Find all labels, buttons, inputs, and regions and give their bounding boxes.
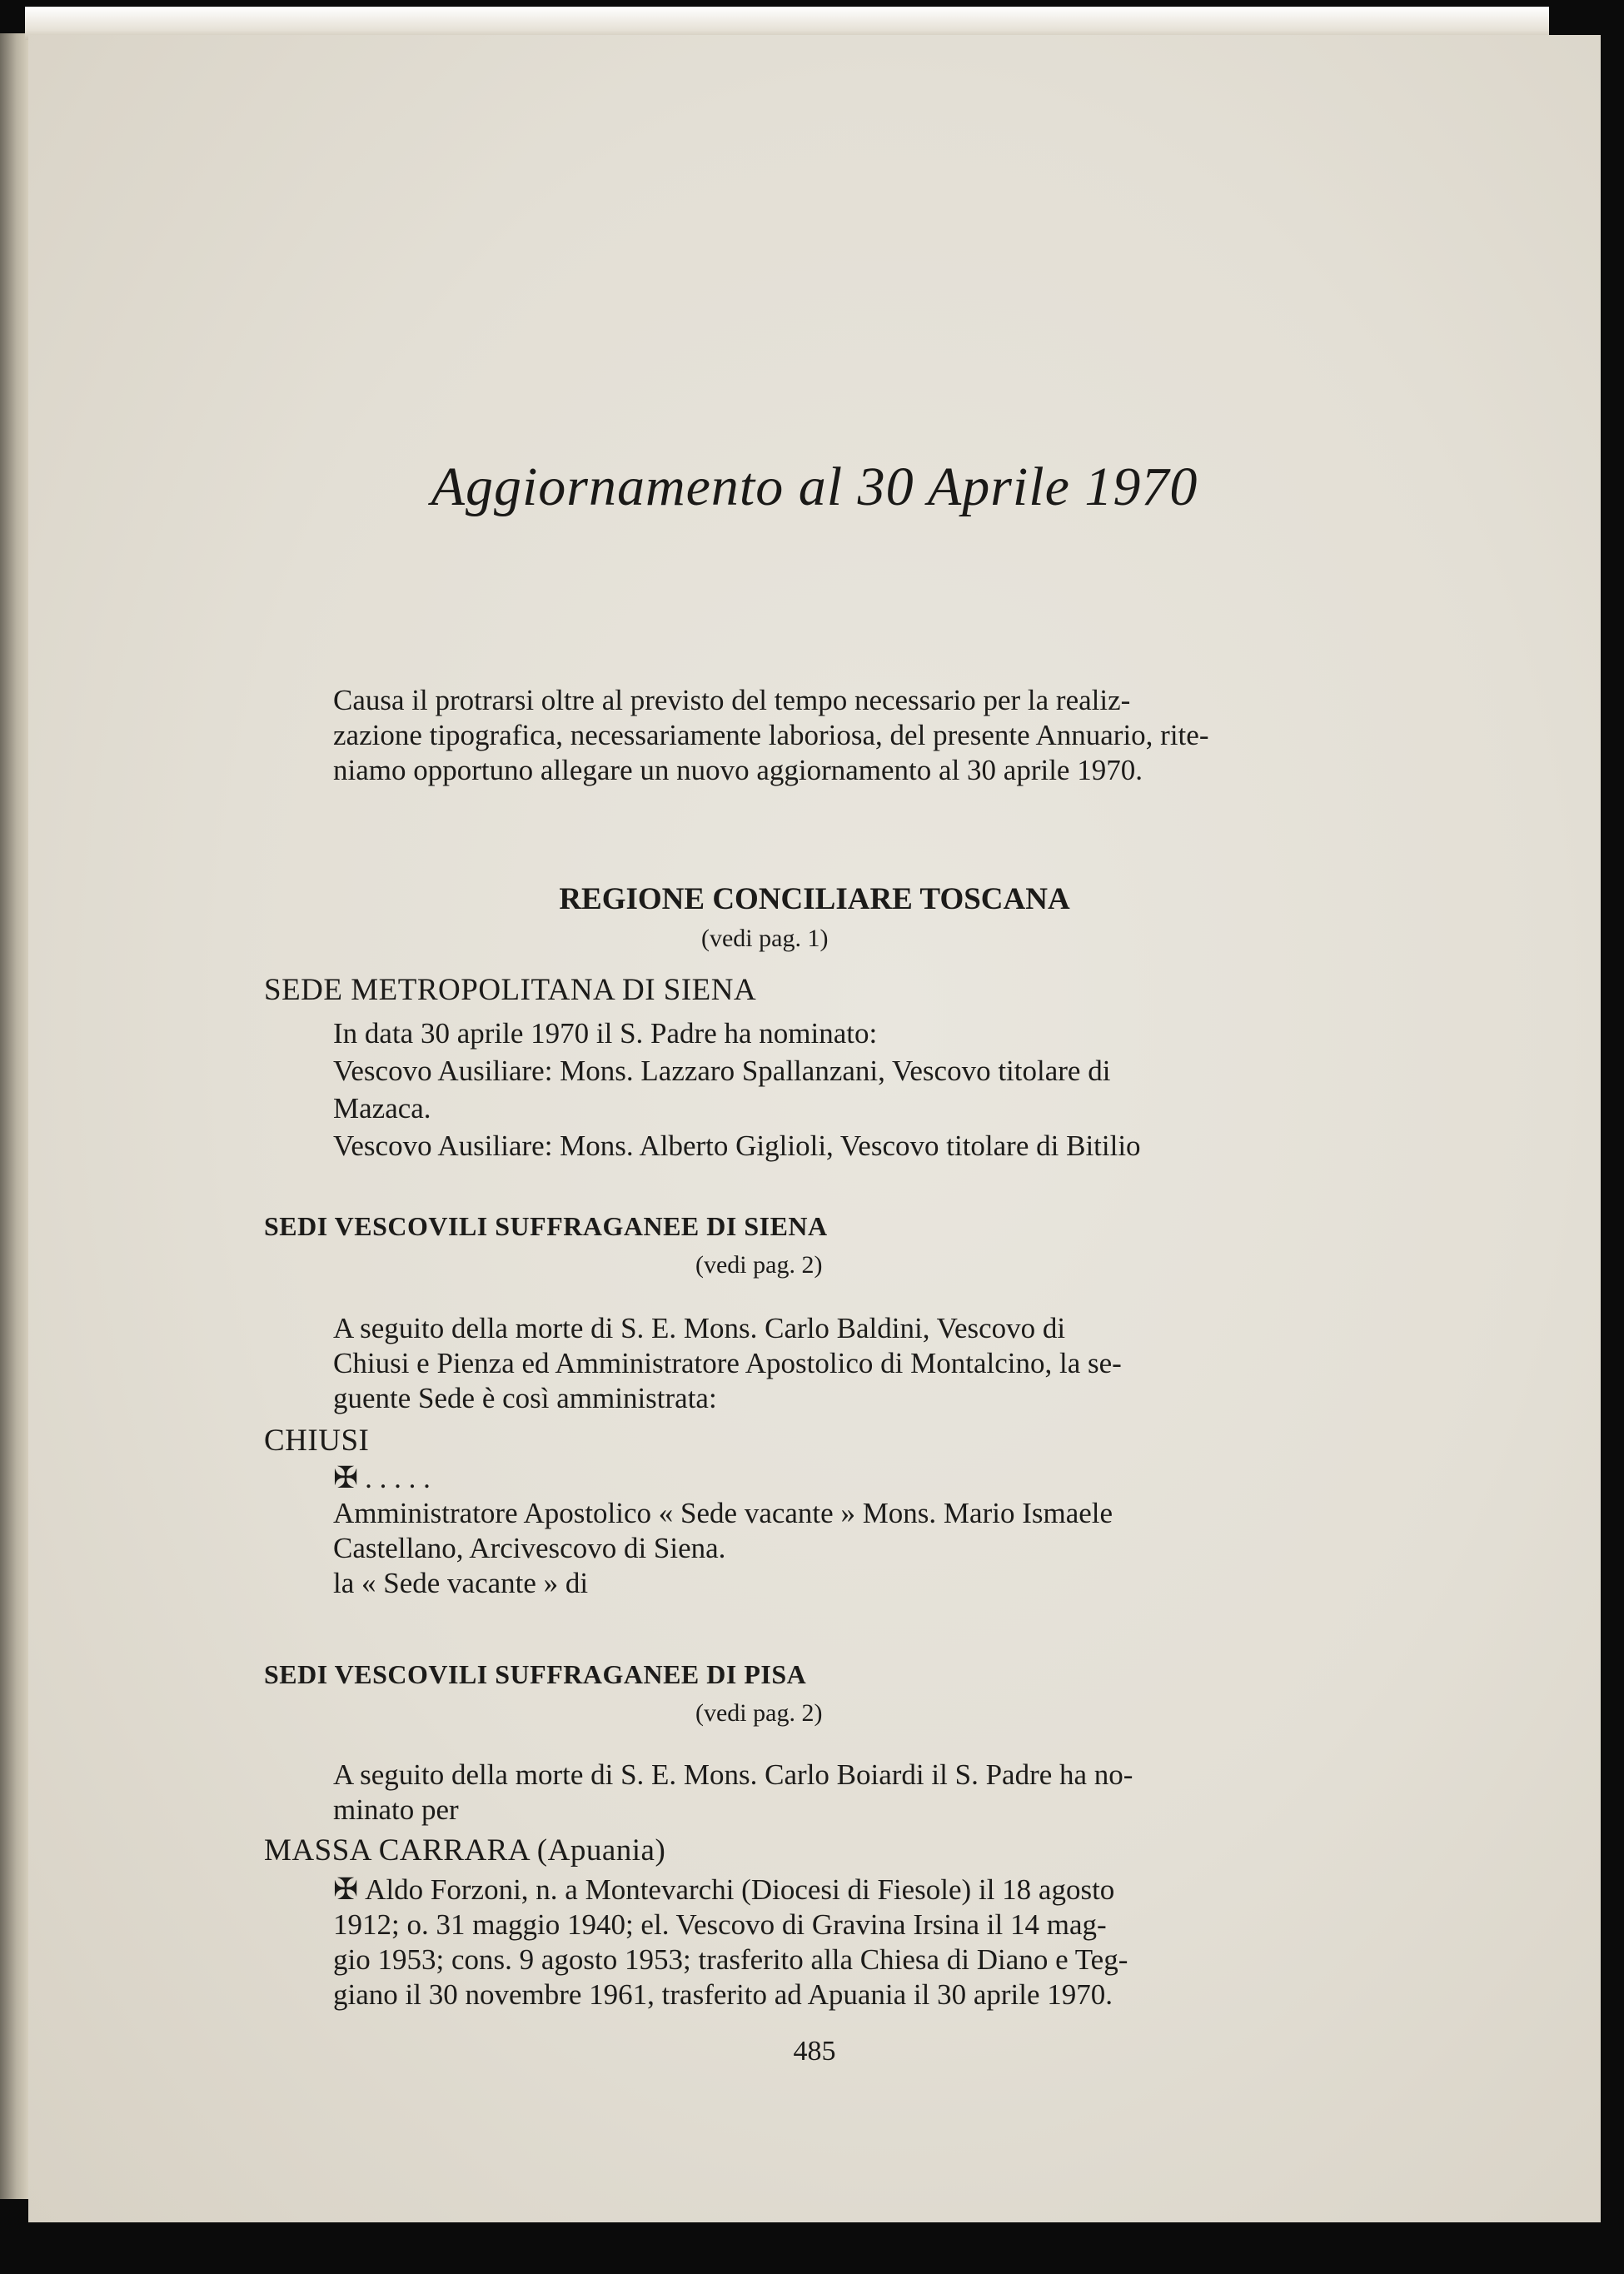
see-name-chiusi: CHIUSI: [264, 1424, 370, 1458]
siena-line: In data 30 aprile 1970 il S. Padre ha nominato:: [333, 1017, 878, 1050]
chiusi-line: Amministratore Apostolico « Sede vacante » Mons. Mario Ismaele: [333, 1497, 1113, 1529]
suffragan-pisa-line: minato per: [333, 1793, 459, 1826]
page-number: 485: [793, 2036, 836, 2067]
siena-paragraph: [333, 1015, 1338, 1164]
siena-line: Mazaca.: [333, 1092, 431, 1125]
suffragan-siena-line: guente Sede è così amministrata:: [333, 1382, 717, 1414]
intro-line: niamo opportuno allegare un nuovo aggiornamento al 30 aprile 1970.: [333, 754, 1143, 786]
chiusi-line: la « Sede vacante » di: [333, 1567, 589, 1599]
massa-line: [333, 1873, 1338, 1907]
massa-line: giano il 30 novembre 1961, trasferito ad Apuania il 30 aprile 1970.: [333, 1978, 1113, 2011]
section-heading-suffragan-siena: SEDI VESCOVILI SUFFRAGANEE DI SIENA: [264, 1211, 828, 1241]
intro-line: zazione tipografica, necessariamente laboriosa, del presente Annuario, rite-: [333, 719, 1209, 751]
intro-paragraph: [333, 683, 1338, 788]
book-page: [28, 35, 1601, 2222]
see-name-massa-carrara: MASSA CARRARA (Apuania): [264, 1833, 666, 1868]
chiusi-paragraph: [333, 1461, 1338, 1601]
suffragan-pisa-paragraph: [333, 1758, 1338, 1828]
massa-paragraph: [333, 1873, 1338, 2012]
massa-line: 1912; o. 31 maggio 1940; el. Vescovo di Gravina Irsina il 14 mag-: [333, 1908, 1107, 1941]
vacant-dots: . . . . .: [365, 1462, 431, 1494]
massa-line: gio 1953; cons. 9 agosto 1953; trasferito alla Chiesa di Diano e Teg-: [333, 1943, 1128, 1976]
intro-line: Causa il protrarsi oltre al previsto del tempo necessario per la realiz-: [333, 684, 1131, 716]
suffragan-siena-line: Chiusi e Pienza ed Amministratore Apostolico di Montalcino, la se-: [333, 1347, 1122, 1379]
page-title: Aggiornamento al 30 Aprile 1970: [431, 456, 1198, 517]
region-page-ref: (vedi pag. 1): [701, 925, 829, 952]
siena-line: Vescovo Ausiliare: Mons. Alberto Giglioli, Vescovo titolare di Bitilio: [333, 1130, 1141, 1162]
see-name-siena: SEDE METROPOLITANA DI SIENA: [264, 973, 757, 1007]
suffragan-pisa-page-ref: (vedi pag. 2): [695, 1699, 823, 1727]
episcopal-cross-icon: ✠: [333, 1873, 359, 1907]
massa-line-text: Aldo Forzoni, n. a Montevarchi (Diocesi di Fiesole) il 18 agosto: [365, 1873, 1115, 1906]
suffragan-siena-paragraph: [333, 1311, 1338, 1416]
suffragan-siena-line: A seguito della morte di S. E. Mons. Carlo Baldini, Vescovo di: [333, 1312, 1066, 1344]
left-page-edge: [0, 33, 30, 2199]
chiusi-cross-line: [333, 1461, 1338, 1496]
chiusi-line: Castellano, Arcivescovo di Siena.: [333, 1532, 726, 1564]
section-heading-suffragan-pisa: SEDI VESCOVILI SUFFRAGANEE DI PISA: [264, 1659, 807, 1689]
episcopal-cross-icon: ✠: [333, 1461, 359, 1495]
region-heading: REGIONE CONCILIARE TOSCANA: [559, 882, 1070, 916]
siena-line: Vescovo Ausiliare: Mons. Lazzaro Spallanzani, Vescovo titolare di: [333, 1055, 1111, 1087]
suffragan-siena-page-ref: (vedi pag. 2): [695, 1251, 823, 1279]
suffragan-pisa-line: A seguito della morte di S. E. Mons. Carlo Boiardi il S. Padre ha no-: [333, 1758, 1133, 1791]
